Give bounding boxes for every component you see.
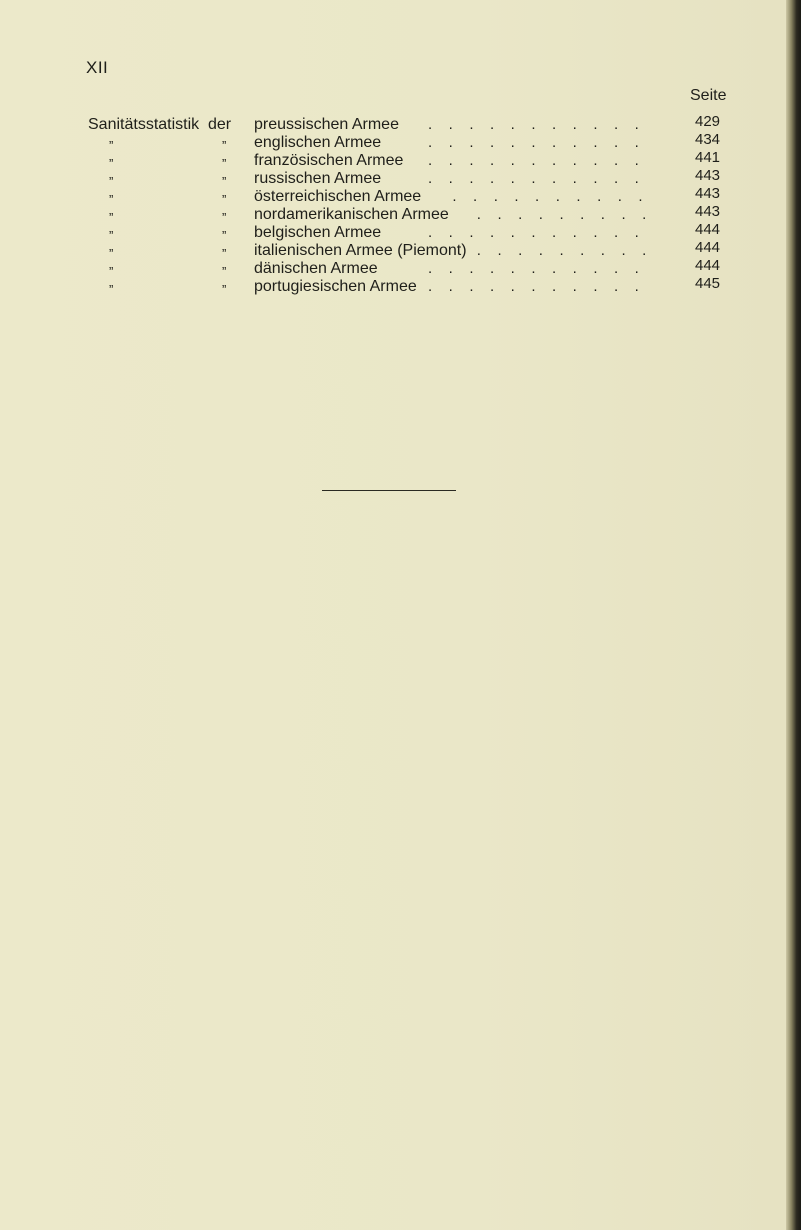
- toc-entry-title: belgischen Armee: [254, 224, 382, 241]
- toc-leader-dots: ...........: [428, 170, 656, 187]
- toc-leader-dots: .........: [476, 242, 663, 259]
- ditto-mark-connector: ”: [222, 282, 227, 297]
- toc-entry-page: 434: [695, 131, 721, 148]
- ditto-mark-prefix: ”: [109, 264, 114, 279]
- toc-entry-page: 429: [695, 113, 721, 130]
- ditto-mark-prefix: ”: [109, 228, 114, 243]
- toc-row: [0, 221, 786, 243]
- toc-row: [0, 203, 786, 225]
- ditto-mark-prefix: ”: [109, 138, 114, 153]
- ditto-mark-connector: ”: [222, 192, 227, 207]
- toc-entry-page: 444: [695, 257, 721, 274]
- ditto-mark-connector: ”: [222, 174, 227, 189]
- toc-leader-dots: ...........: [428, 152, 656, 169]
- toc-row: [0, 275, 786, 297]
- toc-entry-title: nordamerikanischen Armee: [254, 206, 449, 223]
- ditto-mark-connector: ”: [222, 156, 227, 171]
- toc-leader-dots: ...........: [428, 116, 656, 133]
- toc-leader-dots: ...........: [428, 224, 656, 241]
- ditto-mark-prefix: ”: [109, 156, 114, 171]
- toc-entry-title: österreichischen Armee: [254, 188, 422, 205]
- section-divider: [322, 490, 456, 491]
- ditto-mark-connector: ”: [222, 210, 227, 225]
- toc-entry-page: 444: [695, 239, 721, 256]
- toc-prefix: Sanitätsstatistik: [88, 116, 200, 133]
- ditto-mark-prefix: ”: [109, 246, 114, 261]
- toc-entry-title: italienischen Armee (Piemont): [254, 242, 467, 259]
- ditto-mark-connector: ”: [222, 246, 227, 261]
- ditto-mark-prefix: ”: [109, 192, 114, 207]
- column-header-seite: Seite: [690, 87, 727, 104]
- toc-entry-title: portugiesischen Armee: [254, 278, 417, 295]
- toc-leader-dots: ...........: [428, 278, 656, 295]
- ditto-mark-prefix: ”: [109, 210, 114, 225]
- toc-connector: der: [208, 116, 232, 133]
- toc-entry-page: 441: [695, 149, 721, 166]
- page-number: XII: [86, 58, 109, 77]
- toc-entry-page: 444: [695, 221, 721, 238]
- toc-row: [0, 257, 786, 279]
- ditto-mark-prefix: ”: [109, 282, 114, 297]
- toc-entry-title: preussischen Armee: [254, 116, 399, 133]
- toc-leader-dots: .........: [476, 206, 663, 223]
- toc-row: [0, 167, 786, 189]
- toc-entry-title: dänischen Armee: [254, 260, 378, 277]
- ditto-mark-connector: ”: [222, 264, 227, 279]
- toc-entry-page: 445: [695, 275, 721, 292]
- toc-entry-title: französischen Armee: [254, 152, 404, 169]
- toc-entry-page: 443: [695, 185, 721, 202]
- toc-row: [0, 185, 786, 207]
- toc-entry-page: 443: [695, 167, 721, 184]
- toc-entry-title: englischen Armee: [254, 134, 382, 151]
- toc-leader-dots: ..........: [452, 188, 660, 205]
- toc-row: [0, 131, 786, 153]
- toc-leader-dots: ...........: [428, 260, 656, 277]
- book-spine-shadow: [786, 0, 801, 1230]
- toc-row: [0, 113, 786, 134]
- ditto-mark-prefix: ”: [109, 174, 114, 189]
- ditto-mark-connector: ”: [222, 138, 227, 153]
- toc-row: [0, 239, 786, 261]
- ditto-mark-connector: ”: [222, 228, 227, 243]
- toc-row: [0, 149, 786, 171]
- toc-entry-title: russischen Armee: [254, 170, 382, 187]
- toc-leader-dots: ...........: [428, 134, 656, 151]
- toc-entry-page: 443: [695, 203, 721, 220]
